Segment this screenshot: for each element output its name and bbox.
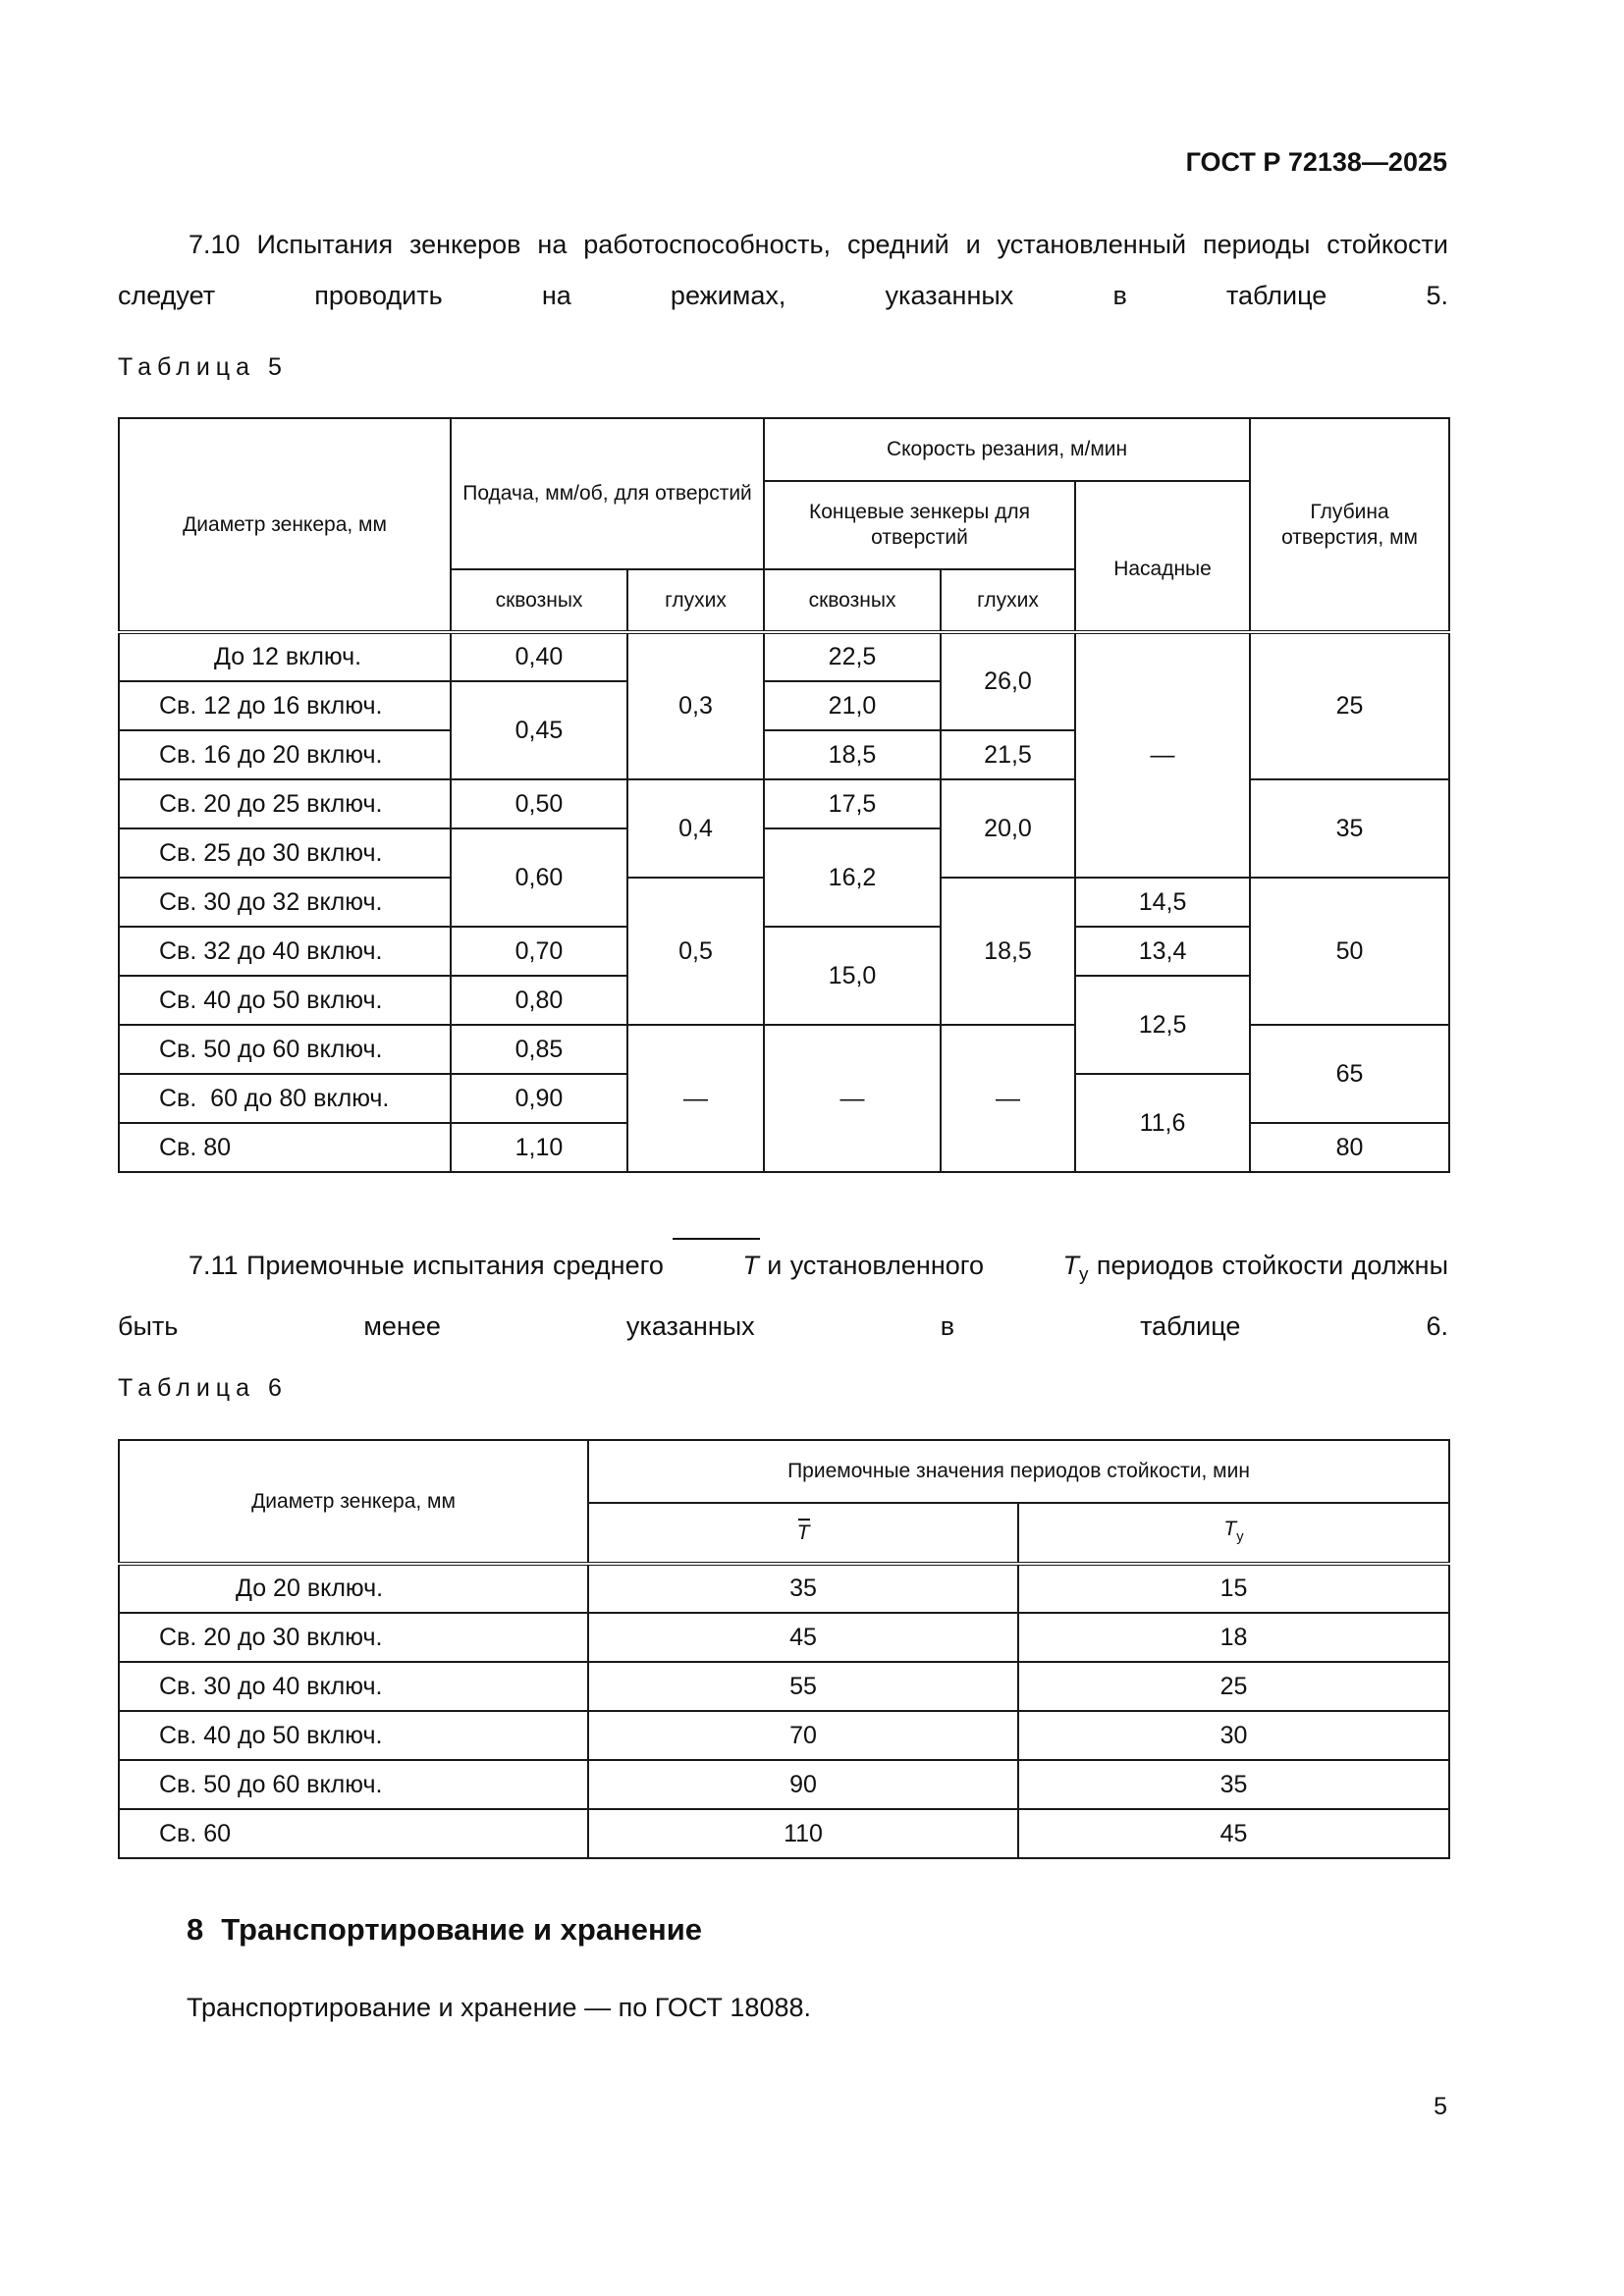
table-5-feed-through-cell: 0,80: [451, 976, 627, 1025]
table-5-depth-cell: 80: [1250, 1123, 1449, 1172]
table-5-feed-through-cell: 0,60: [451, 828, 627, 927]
clause-7-11-line: [118, 1240, 1448, 1352]
table-row: [119, 1025, 1449, 1074]
table-row: [119, 1613, 1449, 1662]
page-number: 5: [1434, 2093, 1447, 2120]
table-6-header-values: Приемочные значения периодов стойкости, мин: [588, 1440, 1449, 1503]
table-6-T-cell: 70: [588, 1711, 1018, 1760]
table-5-depth-cell: 35: [1250, 779, 1449, 878]
table-5-speed-blind-cell: 18,5: [941, 878, 1075, 1025]
symbol-letter: T: [1223, 1517, 1237, 1540]
clause-7-10: [118, 219, 1448, 321]
table-5-diameter-cell: До 12 включ.: [119, 632, 451, 681]
table-6-diameter-cell: До 20 включ.: [119, 1564, 588, 1613]
table-5-header-speed-blind: глухих: [941, 569, 1075, 632]
table-5-feed-blind-cell: —: [627, 1025, 764, 1172]
mean-period-symbol: [797, 1521, 810, 1546]
table-6-header-Ty: [1018, 1503, 1449, 1564]
table-6-header-diameter: Диаметр зенкера, мм: [119, 1440, 588, 1564]
table-5-speed-through-cell: 15,0: [764, 927, 941, 1025]
table-5: [118, 417, 1450, 1173]
table-5-mounted-cell: —: [1075, 632, 1250, 878]
table-6-header-row: [119, 1440, 1449, 1503]
overline-mark: [798, 1519, 811, 1521]
symbol-letter: T: [742, 1251, 759, 1280]
table-6-Ty-cell: 18: [1018, 1613, 1449, 1662]
section-title: Транспортирование и хранение: [221, 1912, 703, 1947]
clause-7-11-part1: 7.11 Приемочные испытания среднего: [189, 1251, 664, 1280]
table-5-diameter-cell: Св. 32 до 40 включ.: [119, 927, 451, 976]
table-5-header-diameter: Диаметр зенкера, мм: [119, 418, 451, 632]
mean-period-symbol: [672, 1240, 759, 1291]
table-5-feed-blind-cell: 0,3: [627, 632, 764, 779]
table-5-header-feed-blind: глухих: [627, 569, 764, 632]
table-5-diameter-cell: Св. 60 до 80 включ.: [119, 1074, 451, 1123]
table-6-Ty-cell: 30: [1018, 1711, 1449, 1760]
table-5-feed-through-cell: 0,90: [451, 1074, 627, 1123]
clause-7-11-part2: и установленного: [767, 1251, 985, 1280]
table-5-header-depth: Глубина отверстия, мм: [1250, 418, 1449, 632]
symbol-letter: T: [796, 1521, 810, 1544]
table-5-diameter-cell: Св. 12 до 16 включ.: [119, 681, 451, 730]
table-row: [119, 779, 1449, 828]
clause-7-10-text: 7.10 Испытания зенкеров на работоспособность, средний и установленный периоды стойкости следует проводить на режимах, указанных в таблице 5.: [118, 230, 1448, 310]
clause-7-11-part3: периодов стойкости должны быть менее указанных в таблице 6.: [118, 1251, 1448, 1341]
table-5-speed-blind-cell: 26,0: [941, 632, 1075, 730]
table-5-feed-through-cell: 1,10: [451, 1123, 627, 1172]
table-5-feed-through-cell: 0,40: [451, 632, 627, 681]
table-row: [119, 1662, 1449, 1711]
table-5-diameter-cell: Св. 40 до 50 включ.: [119, 976, 451, 1025]
table-5-mounted-cell: 13,4: [1075, 927, 1250, 976]
table-5-speed-through-cell: —: [764, 1025, 941, 1172]
table-row: [119, 1760, 1449, 1809]
table-5-feed-through-cell: 0,70: [451, 927, 627, 976]
table-5-mounted-cell: 11,6: [1075, 1074, 1250, 1172]
table-5-diameter-cell: Св. 20 до 25 включ.: [119, 779, 451, 828]
table-5-caption: Таблица 5: [118, 353, 288, 381]
table-row: [119, 927, 1449, 976]
overline-mark: [673, 1238, 760, 1240]
table-6-T-cell: 110: [588, 1809, 1018, 1858]
table-5-feed-through-cell: 0,45: [451, 681, 627, 779]
table-5-speed-blind-cell: 20,0: [941, 779, 1075, 878]
table-5-feed-through-cell: 0,50: [451, 779, 627, 828]
table-5-feed-blind-cell: 0,4: [627, 779, 764, 878]
table-5-mounted-cell: 12,5: [1075, 976, 1250, 1074]
table-6-diameter-cell: Св. 60: [119, 1809, 588, 1858]
table-5-diameter-cell: Св. 16 до 20 включ.: [119, 730, 451, 779]
table-6-caption: Таблица 6: [118, 1374, 288, 1402]
table-row: [119, 1711, 1449, 1760]
table-5-depth-cell: 65: [1250, 1025, 1449, 1123]
table-6-diameter-cell: Св. 20 до 30 включ.: [119, 1613, 588, 1662]
table-5-header-end-reamers: Концевые зенкеры для отверстий: [764, 481, 1075, 569]
table-5-header-feed-through: сквозных: [451, 569, 627, 632]
section-number: 8: [187, 1912, 204, 1947]
table-5-diameter-cell: Св. 30 до 32 включ.: [119, 878, 451, 927]
table-6-diameter-cell: Св. 50 до 60 включ.: [119, 1760, 588, 1809]
table-5-header-feed: Подача, мм/об, для отверстий: [451, 418, 764, 569]
table-6-diameter-cell: Св. 40 до 50 включ.: [119, 1711, 588, 1760]
table-6-T-cell: 45: [588, 1613, 1018, 1662]
table-row: [119, 1564, 1449, 1613]
table-5-depth-cell: 25: [1250, 632, 1449, 779]
table-6-diameter-cell: Св. 30 до 40 включ.: [119, 1662, 588, 1711]
table-5-depth-cell: 50: [1250, 878, 1449, 1025]
table-5-diameter-cell: Св. 25 до 30 включ.: [119, 828, 451, 878]
document-code: ГОСТ Р 72138—2025: [1185, 147, 1447, 177]
table-5-speed-blind-cell: 21,5: [941, 730, 1075, 779]
table-5-feed-through-cell: 0,85: [451, 1025, 627, 1074]
table-5-header-mounted: Насадные: [1075, 481, 1250, 632]
symbol-letter: T: [1062, 1251, 1079, 1280]
table-6: [118, 1439, 1450, 1859]
table-5-speed-through-cell: 17,5: [764, 779, 941, 828]
symbol-subscript: у: [1078, 1264, 1089, 1285]
table-6-T-cell: 55: [588, 1662, 1018, 1711]
table-5-speed-through-cell: 18,5: [764, 730, 941, 779]
table-6-T-cell: 90: [588, 1760, 1018, 1809]
table-5-speed-through-cell: 16,2: [764, 828, 941, 927]
table-6-Ty-cell: 15: [1018, 1564, 1449, 1613]
table-row: [119, 632, 1449, 681]
set-period-symbol: [1223, 1517, 1243, 1550]
table-5-header-speed: Скорость резания, м/мин: [764, 418, 1250, 481]
table-5-speed-through-cell: 22,5: [764, 632, 941, 681]
section-8-heading: [187, 1912, 702, 1948]
table-5-header-row: [119, 418, 1449, 481]
table-6-Ty-cell: 25: [1018, 1662, 1449, 1711]
table-6-T-cell: 35: [588, 1564, 1018, 1613]
section-8-text: Транспортирование и хранение — по ГОСТ 18088.: [187, 1993, 812, 2022]
table-6-Ty-cell: 35: [1018, 1760, 1449, 1809]
table-5-feed-blind-cell: 0,5: [627, 878, 764, 1025]
table-row: [119, 1809, 1449, 1858]
table-5-diameter-cell: Св. 80: [119, 1123, 451, 1172]
table-5-header-speed-through: сквозных: [764, 569, 941, 632]
table-5-diameter-cell: Св. 50 до 60 включ.: [119, 1025, 451, 1074]
table-5-speed-blind-cell: —: [941, 1025, 1075, 1172]
table-5-speed-through-cell: 21,0: [764, 681, 941, 730]
table-6-Ty-cell: 45: [1018, 1809, 1449, 1858]
table-6-header-T: [588, 1503, 1018, 1564]
clause-7-11: [118, 1240, 1448, 1352]
set-period-symbol: [992, 1240, 1088, 1301]
table-5-mounted-cell: 14,5: [1075, 878, 1250, 927]
symbol-subscript: у: [1236, 1528, 1244, 1545]
